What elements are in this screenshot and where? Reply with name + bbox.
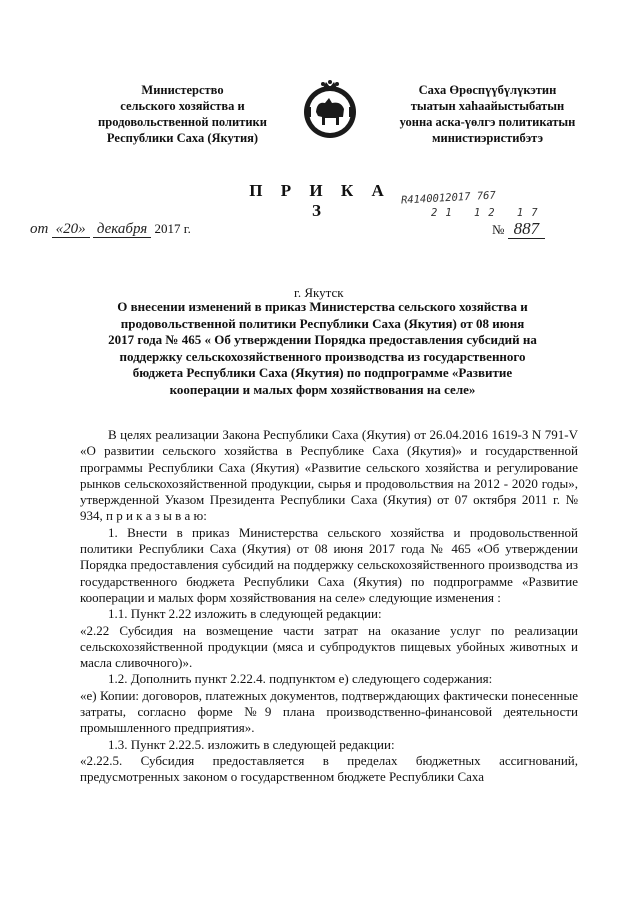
ministry-ru-line: продовольственной политики (98, 115, 267, 129)
paragraph-item-1-3-text: «2.22.5. Субсидия предоставляется в пределах бюджетных ассигнований, предусмотренных законом о государственном бюджете Республики Саха (80, 752, 578, 785)
title-line: бюджета Республики Саха (Якутия) по подпрограмме «Развитие (132, 365, 513, 380)
title-line: продовольственной политики Республики Саха (Якутия) от 08 июня (120, 315, 525, 331)
order-number (492, 219, 545, 239)
ministry-sakha-line: Саха Өрөспүүбүлүкэтин (418, 83, 557, 97)
title-line: 2017 года № 465 « Об утверждении Порядка предоставления субсидий на (108, 332, 537, 347)
date-prefix: от (30, 221, 49, 237)
ministry-sakha-line: министиэристибэтэ (432, 131, 543, 145)
paragraph-item-1-2-text: «е) Копии: договоров, платежных документов, подтверждающих фактически понесенные затраты, согласно форме №9 плана производственно-финансовой деятельности промышленного предприятия». (80, 687, 578, 736)
title-line: поддержку сельскохозяйственного производства из государственного (119, 348, 526, 364)
paragraph-item-1: 1. Внести в приказ Министерства сельского хозяйства и продовольственной политики Республики Саха (Якутия) от 08 июня 2017 года № 465 «Об утверждении Порядка предоставления субсидий на поддержку сельскохозяйственного производства из государственного бюджета Республики Саха (Якутия) по подпрограмме «Развитие кооперации и малых форм хозяйствования на селе» следующие изменения : (80, 524, 578, 605)
title-line: кооперации и малых форм хозяйствования на селе» (169, 381, 476, 397)
date-month: декабря (93, 221, 151, 238)
ministry-ru-line: Республики Саха (Якутия) (106, 131, 259, 145)
document-type-heading: П Р И К А З (249, 181, 391, 220)
date-day: «20» (52, 221, 90, 238)
ministry-sakha-line: уонна аска-үөлгэ политикатын (399, 115, 576, 129)
paragraph-preamble: В целях реализации Закона Республики Саха (Якутия) от 26.04.2016 1619-З N 791-V «О развитии сельского хозяйства в Республике Саха (Якутия)» и государственной программы Республики Саха (Якутия) «Развитие сельского хозяйства и регулирование рынков сельскохозяйственной продукции, сырья и продовольствия на 2012 - 2020 годы», утвержденной Указом Президента Республики Саха (Якутия) от 07 октября 2011 г. № 934, п р и к а з ы в а ю: (80, 427, 578, 524)
ministry-name-sakha (380, 82, 595, 146)
title-line: О внесении изменений в приказ Министерства сельского хозяйства и (117, 299, 528, 314)
paragraph-item-1-1: 1.1. Пункт 2.22 изложить в следующей редакции: (108, 606, 382, 622)
ministry-name-ru (70, 82, 295, 146)
number-value: 887 (508, 219, 546, 239)
coat-of-arms-emblem-icon (299, 79, 361, 141)
registration-stamp-number: R4140012017 767 (400, 189, 497, 207)
order-body (80, 427, 578, 786)
paragraph-item-1-2: 1.2. Дополнить пункт 2.22.4. подпунктом е) следующего содержания: (108, 671, 493, 687)
order-title (75, 299, 570, 398)
city: г. Якутск (294, 285, 344, 300)
paragraph-item-1-1-text: «2.22 Субсидия на возмещение части затрат на оказание услуг по реализации сельскохозяйственной продукции (мяса и субпродуктов пищевых убойных животных и масла сливочного)». (80, 622, 578, 671)
ministry-sakha-line: тыатын хаhаайыстыбатын (410, 99, 565, 113)
order-date (30, 221, 191, 238)
date-year: 2017 г. (154, 221, 191, 236)
number-prefix: № (492, 222, 505, 237)
registration-stamp-date: 21 12 17 (431, 207, 546, 219)
ministry-ru-line: сельского хозяйства и (120, 99, 245, 113)
paragraph-item-1-3: 1.3. Пункт 2.22.5. изложить в следующей редакции: (108, 736, 395, 752)
ministry-ru-line: Министерство (141, 83, 224, 97)
